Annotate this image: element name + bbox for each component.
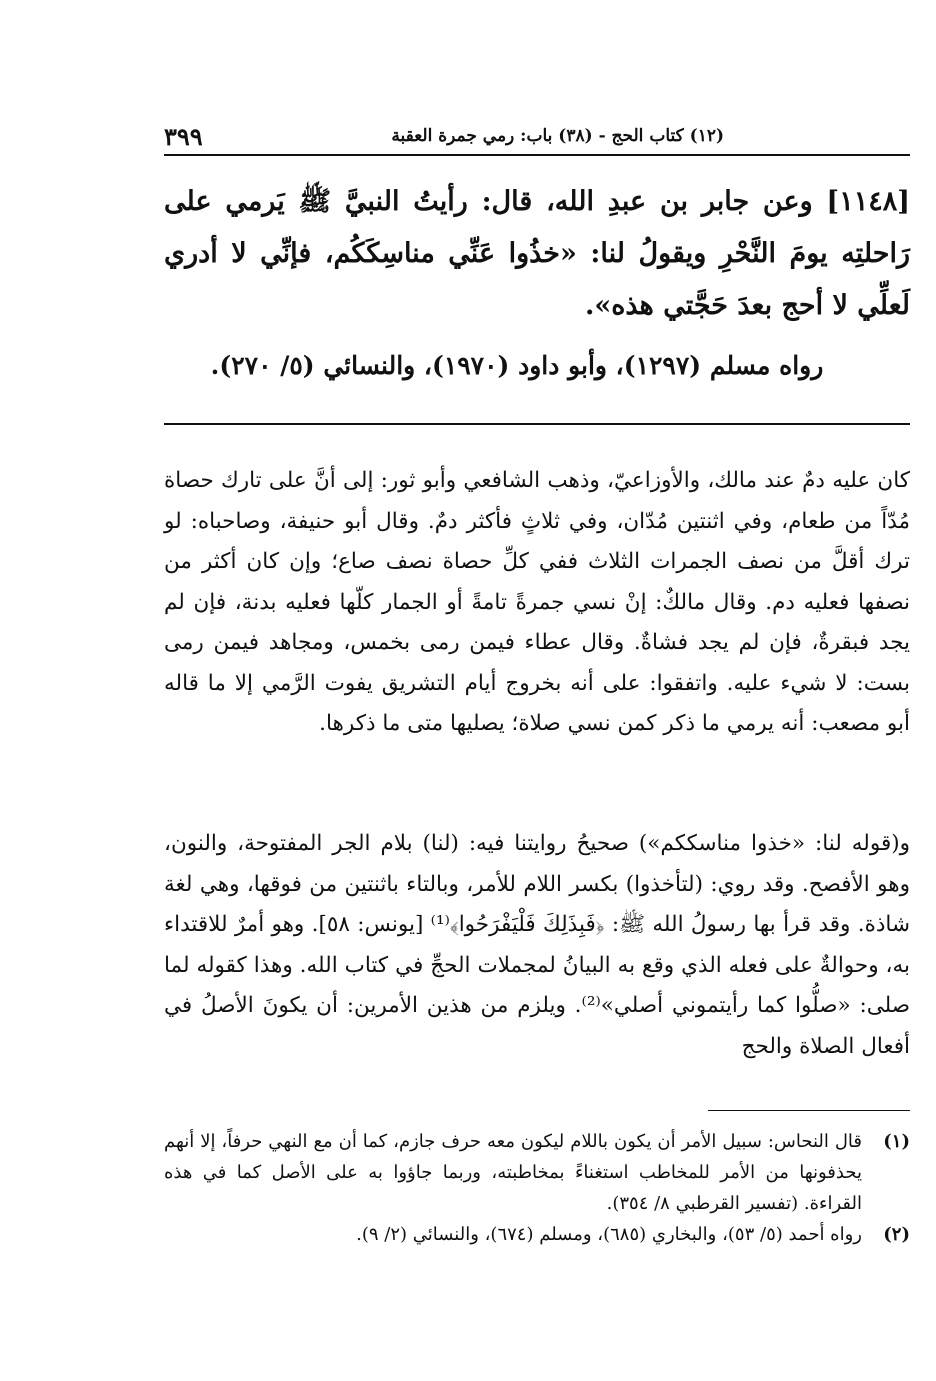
footnote-separator xyxy=(708,1110,910,1111)
commentary-paragraph-2 xyxy=(164,824,910,1067)
footnote-text: قال النحاس: سبيل الأمر أن يكون باللام ليكون معه حرف جازم، كما أن مع النهي حرفاً، إلا أنهم يحذفونها من الأمر للمخاطب استغناءً بمخاطبته، وربما جاؤوا به على الأصل كما في هذه القراءة. (تفسير القرطبي ٨/ ٣٥٤). xyxy=(164,1131,862,1214)
commentary-text: و(قوله لنا: «خذوا مناسككم») صحيحُ روايتنا فيه: (لنا) بلام الجر المفتوحة، والنون، وهو الأفصح. وقد روي: (لتأخذوا) بكسر اللام للأمر، وبالتاء باثنتين من فوقها، وهي لغة شاذة. وقد قرأ بها رسولُ الله ﷺ: ﴿فَبِذَلِكَ فَلْيَفْرَحُوا﴾⁽¹⁾ [يونس: ٥٨]. وهو أمرٌ للاقتداء به، وحوالةٌ على فعله الذي وقع به البيانُ لمجملات الحجِّ في كتاب الله. وهذا كقوله لما صلى: «صلُّوا كما رأيتموني أصلي»⁽²⁾. ويلزم من هذين الأمرين: أن يكونَ الأصلُ في أفعال الصلاة والحج xyxy=(164,831,911,1059)
hadith-text: [١١٤٨] وعن جابر بن عبدِ الله، قال: رأيتُ النبيَّ ﷺ يَرمي على رَاحلتِه يومَ النَّحْرِ ويقولُ لنا: «خذُوا عَنِّي مناسِكَكُم، فإنِّي لا أدري لَعلِّي لا أحج بعدَ حَجَّتي هذه». xyxy=(164,186,910,321)
hadith-text-block xyxy=(164,176,910,332)
footnote-number: (٢) xyxy=(883,1224,910,1245)
running-head: (١٢) كتاب الحج - (٣٨) باب: رمي جمرة العقبة xyxy=(391,126,724,146)
footnote-text: رواه أحمد (٥/ ٥٣)، والبخاري (٦٨٥)، ومسلم (٦٧٤)، والنسائي (٢/ ٩). xyxy=(356,1224,862,1245)
page-number: ٣٩٩ xyxy=(164,121,203,151)
footnotes xyxy=(164,1126,910,1250)
footnote xyxy=(164,1126,910,1219)
page-header xyxy=(164,118,910,156)
commentary-text: كان عليه دمٌ عند مالك، والأوزاعيّ، وذهب الشافعي وأبو ثور: إلى أنَّ على تارك حصاة مُدّاً من طعام، وفي اثنتين مُدّان، وفي ثلاثٍ فأكثر دمٌ. وقال أبو حنيفة، وصاحباه: لو ترك أقلَّ من نصف الجمرات الثلاث ففي كلِّ حصاة نصف صاع؛ وإن كان أكثر من نصفها فعليه دم. وقال مالكٌ: إنْ نسي جمرةً تامةً أو الجمار كلّها فعليه بدنة، فإن لم يجد فبقرةٌ، فإن لم يجد فشاةٌ. وقال عطاء فيمن رمى بخمس، ومجاهد فيمن رمى بست: لا شيء عليه. واتفقوا: على أنه بخروج أيام التشريق يفوت الرَّمي إلا ما قاله أبو مصعب: أنه يرمي ما ذكر كمن نسي صلاة؛ يصليها متى ما ذكرها. xyxy=(164,468,910,736)
hadith-takhrij: رواه مسلم (١٢٩٧)، وأبو داود (١٩٧٠)، والنسائي (٥/ ٢٧٠). xyxy=(210,351,824,380)
commentary-paragraph-1 xyxy=(164,461,910,745)
footnote xyxy=(164,1219,910,1250)
footnote-number: (١) xyxy=(883,1131,910,1152)
section-divider xyxy=(164,423,910,425)
